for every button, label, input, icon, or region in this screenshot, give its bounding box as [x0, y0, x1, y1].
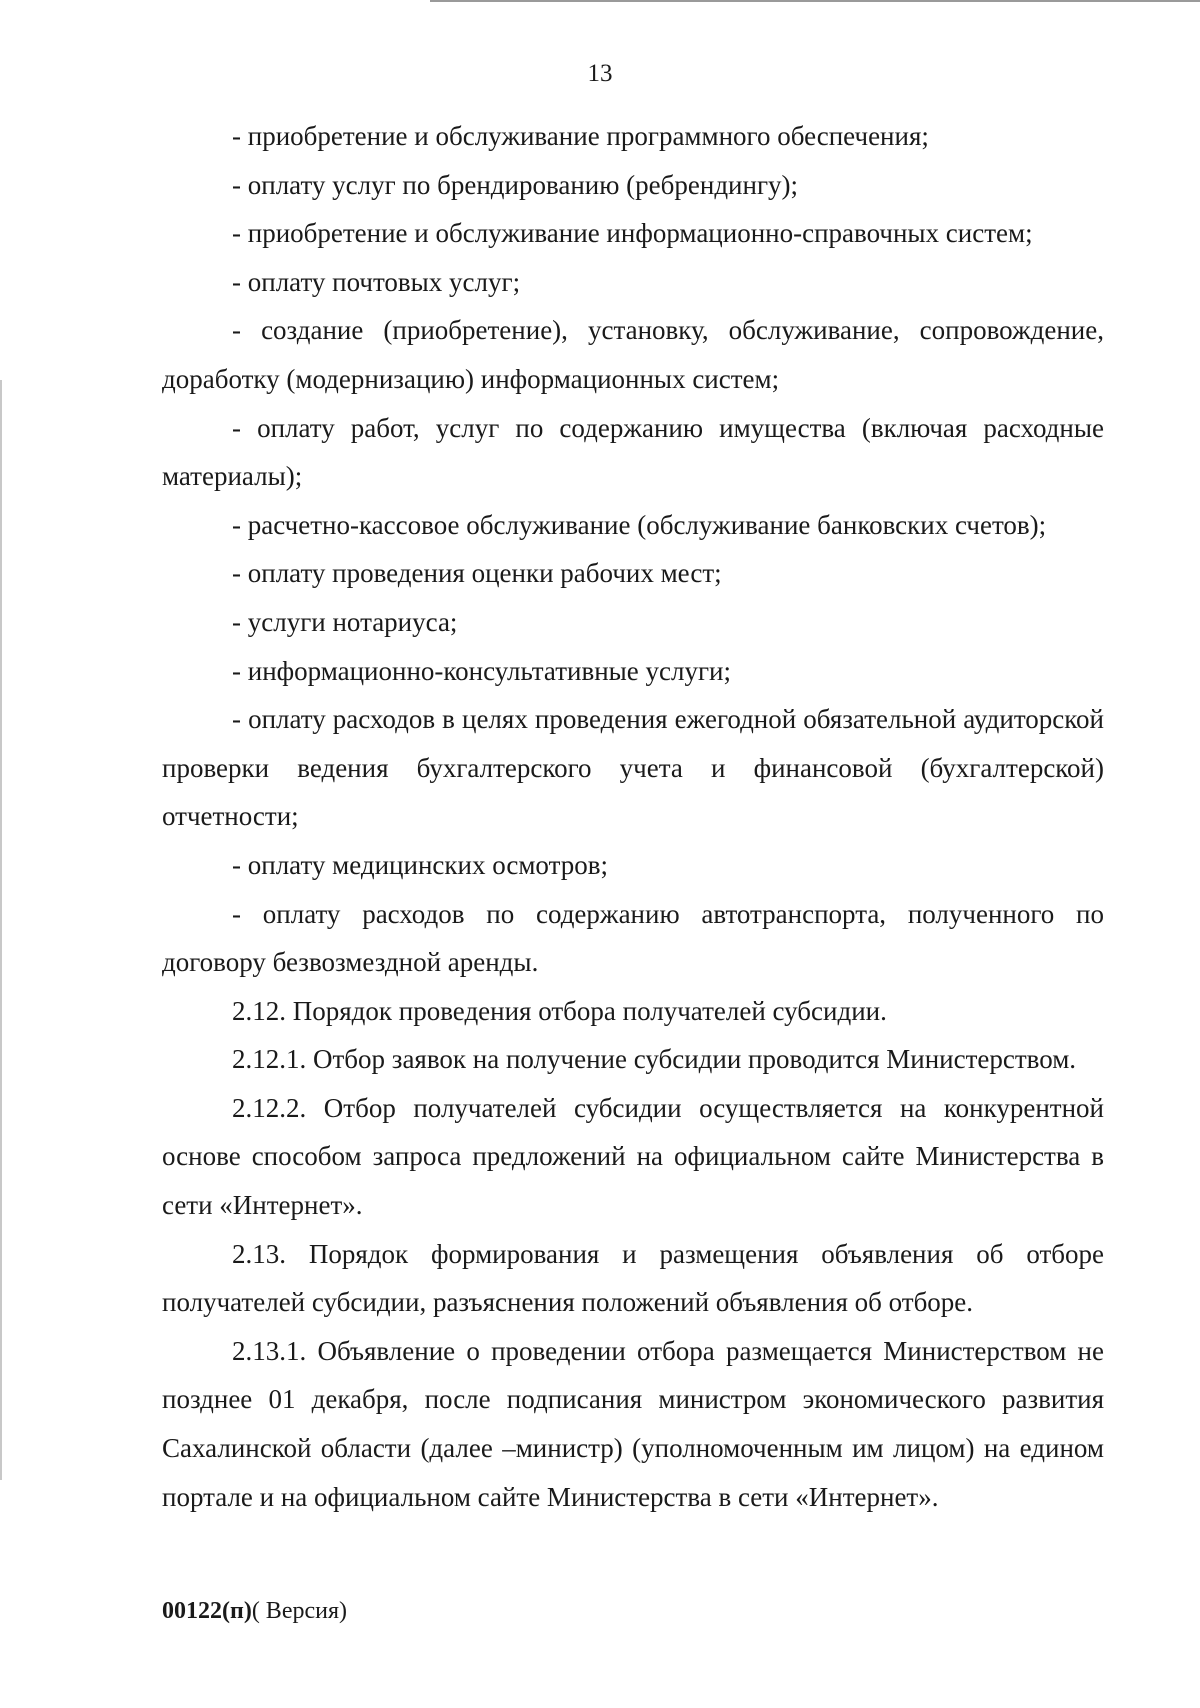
paragraph: - оплату работ, услуг по содержанию имущества (включая расходные материалы); [162, 412, 1104, 492]
section-heading: 2.12. Порядок проведения отбора получателей субсидии. [232, 995, 887, 1026]
paragraph: - оплату почтовых услуг; [232, 266, 521, 297]
document-version: ( Версия) [251, 1598, 347, 1624]
paragraph: - расчетно-кассовое обслуживание (обслуживание банковских счетов); [232, 509, 1047, 540]
section-heading: 2.13. Порядок формирования и размещения объявления об отборе получателей субсидии, разъяснения положений объявления об отборе. [162, 1238, 1104, 1318]
paragraph: 2.12.2. Отбор получателей субсидии осуществляется на конкурентной основе способом запроса предложений на официальном сайте Министерства в сети «Интернет». [162, 1092, 1104, 1221]
paragraph: - услуги нотариуса; [232, 606, 458, 637]
paragraph: - оплату проведения оценки рабочих мест; [232, 558, 722, 589]
paragraph: - информационно-консультативные услуги; [232, 655, 732, 686]
paragraph: 2.13.1. Объявление о проведении отбора размещается Министерством не позднее 01 декабря, после подписания министром экономического развития Сахалинской области (далее –министр) (уполномоченным им лицом) на едином портале и на официальном сайте Министерства в сети «Интернет». [162, 1335, 1104, 1512]
paragraph: 2.12.1. Отбор заявок на получение субсидии проводится Министерством. [232, 1044, 1077, 1075]
paragraph: - оплату расходов в целях проведения ежегодной обязательной аудиторской проверки ведения бухгалтерского учета и финансовой (бухгалтерской) отчетности; [162, 704, 1104, 832]
document-body [162, 112, 1104, 1521]
document-code: 00122(п) [162, 1598, 252, 1624]
paragraph: - оплату расходов по содержанию автотранспорта, полученного по договору безвозмездной аренды. [162, 898, 1104, 978]
scan-edge-left [0, 380, 2, 1480]
paragraph: - приобретение и обслуживание информационно-справочных систем; [232, 218, 1033, 249]
paragraph: - оплату медицинских осмотров; [232, 849, 608, 880]
paragraph: - приобретение и обслуживание программного обеспечения; [232, 121, 929, 151]
paragraph: - оплату услуг по брендированию (ребрендингу); [232, 169, 799, 200]
scan-edge-top [430, 0, 1200, 2]
page-number: 13 [587, 60, 613, 87]
document-footer [162, 1598, 347, 1625]
paragraph: - создание (приобретение), установку, обслуживание, сопровождение, доработку (модернизацию) информационных систем; [162, 315, 1104, 394]
